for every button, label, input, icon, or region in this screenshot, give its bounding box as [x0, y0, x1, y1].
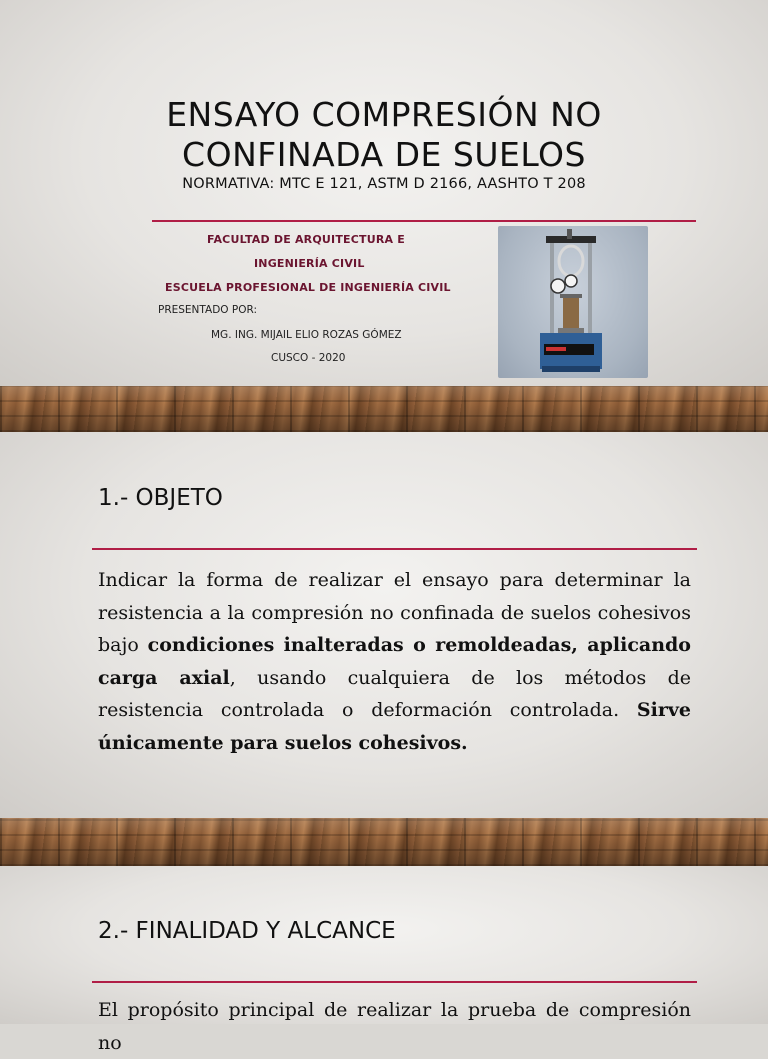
para-bold-1: condiciones inalteradas o remoldeadas, aplicando carga axial — [98, 634, 691, 689]
slide-title-line-2: CONFINADA DE SUELOS — [182, 135, 586, 174]
faculty-line-1: FACULTAD DE ARQUITECTURA E — [207, 233, 405, 246]
slide-title-line-1: ENSAYO COMPRESIÓN NO — [166, 95, 602, 134]
faculty-line-2: INGENIERÍA CIVIL — [254, 257, 365, 270]
wood-floor-divider — [0, 818, 768, 866]
para-bold-2: Sirve únicamente para suelos cohesivos. — [98, 699, 691, 754]
school-name: ESCUELA PROFESIONAL DE INGENIERÍA CIVIL — [165, 281, 451, 294]
scope-paragraph — [98, 994, 691, 1059]
section-rule — [92, 981, 697, 983]
para-text-1: Indicar la forma de realizar el ensayo para determinar la resistencia a la compresión no confinada de suelos cohesivos bajo — [98, 569, 691, 656]
objective-paragraph — [98, 564, 691, 759]
objective-slide — [0, 432, 768, 818]
place-year: CUSCO - 2020 — [271, 352, 346, 364]
para-text-2: , usando cualquiera de los métodos de resistencia controlada o deformación controlada. — [98, 666, 691, 721]
section-rule — [92, 548, 697, 550]
presented-by-label: PRESENTADO POR: — [158, 304, 257, 316]
slide-subtitle: NORMATIVA: MTC E 121, ASTM D 2166, AASHTO T 208 — [182, 176, 586, 192]
section-heading-finalidad: 2.- FINALIDAD Y ALCANCE — [98, 918, 396, 944]
para-text-1: El propósito principal de realizar la prueba de compresión no — [98, 999, 691, 1054]
author-name: MG. ING. MIJAIL ELIO ROZAS GÓMEZ — [211, 329, 402, 341]
section-heading-objeto: 1.- OBJETO — [98, 485, 223, 511]
title-slide — [0, 0, 768, 386]
wood-floor-divider — [0, 386, 768, 432]
scope-slide — [0, 866, 768, 1054]
divider-rule — [152, 220, 696, 222]
compression-machine-image — [498, 226, 648, 378]
